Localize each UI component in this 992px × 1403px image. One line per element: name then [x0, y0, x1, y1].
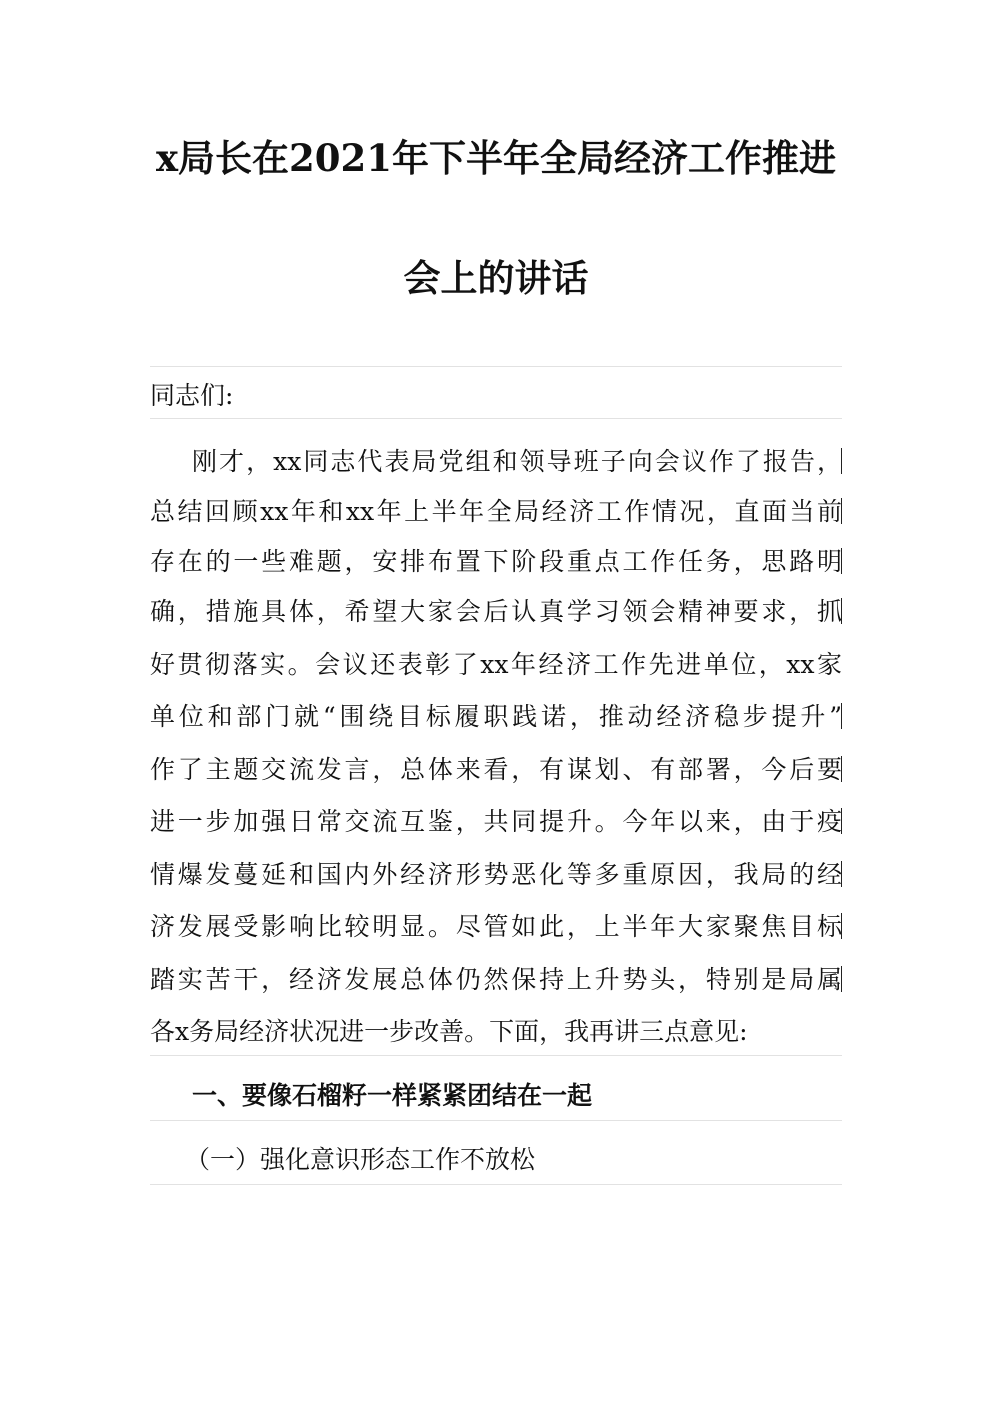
line-edge-mark: [841, 808, 842, 834]
section-heading: 一、要像石榴籽一样紧紧团结在一起: [192, 1081, 593, 1110]
paragraph-line: 作了主题交流发言，总体来看，有谋划、有部署，今后要: [150, 755, 842, 784]
document-title-line-1: x局长在2021年下半年全局经济工作推进: [155, 136, 837, 180]
line-edge-mark: [841, 548, 842, 574]
line-edge-mark: [841, 756, 842, 782]
paragraph-line: 确，措施具体，希望大家会后认真学习领会精神要求，抓: [150, 597, 842, 626]
divider: [150, 418, 842, 419]
line-edge-mark: [841, 966, 842, 992]
document-title-line-2: 会上的讲话: [403, 256, 589, 300]
subsection-heading: （一）强化意识形态工作不放松: [185, 1145, 536, 1174]
line-edge-mark: [841, 703, 842, 729]
line-edge-mark: [841, 448, 842, 474]
divider: [150, 1055, 842, 1056]
paragraph-line: 各x务局经济状况进一步改善。下面，我再讲三点意见:: [150, 1017, 748, 1046]
paragraph-line: 情爆发蔓延和国内外经济形势恶化等多重原因，我局的经: [150, 860, 842, 889]
paragraph-line: 好贯彻落实。会议还表彰了xx年经济工作先进单位，xx家: [150, 650, 842, 679]
divider: [150, 1184, 842, 1185]
line-edge-mark: [841, 913, 842, 939]
paragraph-line: 济发展受影响比较明显。尽管如此，上半年大家聚焦目标: [150, 912, 842, 941]
paragraph-line: 总结回顾xx年和xx年上半年全局经济工作情况，直面当前: [150, 497, 842, 526]
paragraph-line: 单位和部门就“围绕目标履职践诺，推动经济稳步提升”: [150, 702, 842, 731]
divider: [150, 366, 842, 367]
divider: [150, 1120, 842, 1121]
paragraph-line: 进一步加强日常交流互鉴，共同提升。今年以来，由于疫: [150, 807, 842, 836]
line-edge-mark: [841, 598, 842, 624]
paragraph-line: 踏实苦干，经济发展总体仍然保持上升势头，特别是局属: [150, 965, 842, 994]
paragraph-line: 刚才，xx同志代表局党组和领导班子向会议作了报告，: [192, 447, 842, 476]
paragraph-line: 存在的一些难题，安排布置下阶段重点工作任务，思路明: [150, 547, 842, 576]
salutation: 同志们:: [150, 381, 234, 410]
line-edge-mark: [841, 861, 842, 887]
line-edge-mark: [841, 498, 842, 524]
